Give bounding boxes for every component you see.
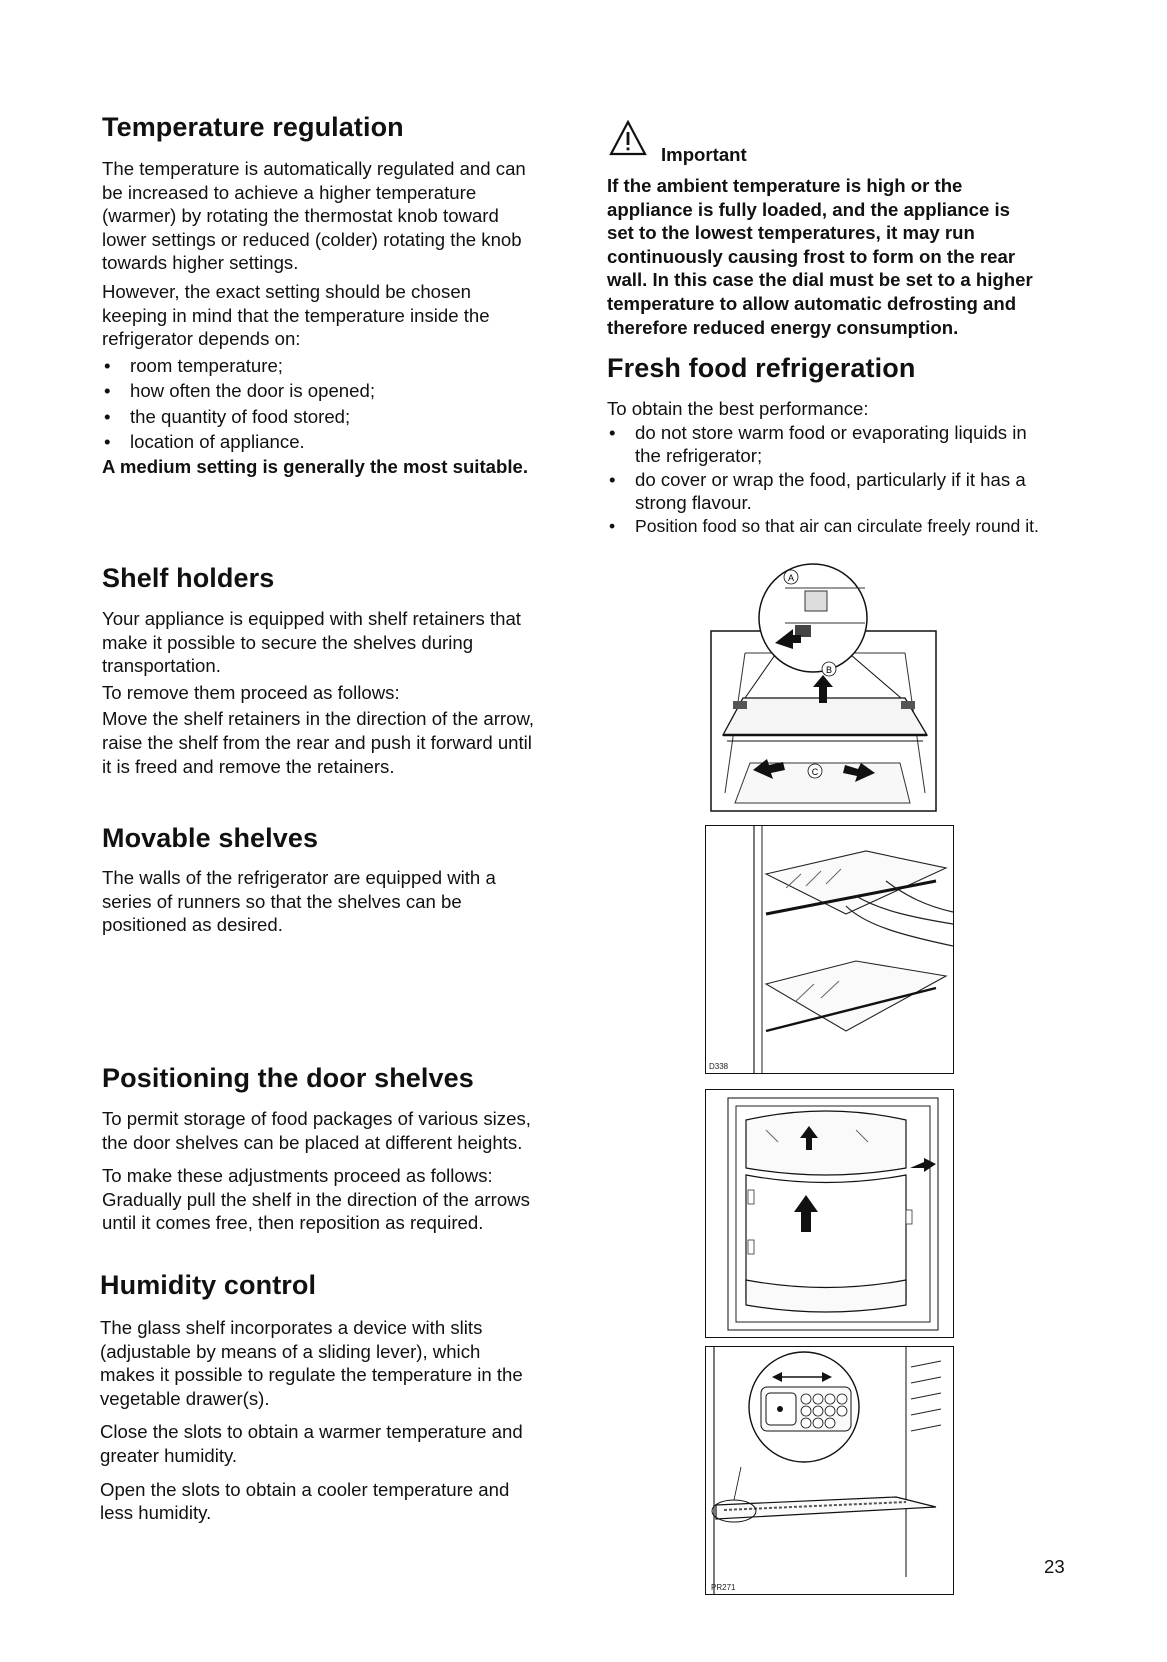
text-line: Your appliance is equipped with shelf retainers that [102, 608, 521, 629]
important-notice [607, 120, 1067, 339]
section-heading: Fresh food refrigeration [607, 353, 916, 383]
text-line: Gradually pull the shelf in the direction of the arrows [102, 1188, 530, 1210]
section-heading: Movable shelves [102, 823, 319, 853]
paragraph [100, 1478, 570, 1525]
text-line: lower settings or reduced (colder) rotating the knob [102, 228, 522, 250]
paragraph [102, 607, 572, 678]
text-line: be increased to achieve a higher temperature [102, 181, 477, 203]
figure-code: D338 [709, 1062, 729, 1071]
figure-code: PR271 [711, 1583, 736, 1592]
section-heading: Temperature regulation [102, 112, 404, 142]
paragraph [102, 1107, 572, 1154]
text-line: refrigerator depends on: [102, 328, 301, 350]
list-item: • location of appliance. [102, 429, 562, 455]
text-line: To make these adjustments proceed as follows: [102, 1165, 493, 1187]
text-line: the refrigerator; [635, 445, 763, 467]
text-line: until it comes free, then reposition as required. [102, 1212, 484, 1234]
text-line: do not store warm food or evaporating liquids in [635, 421, 1027, 443]
paragraph [102, 707, 572, 778]
humidity-control-section [100, 1270, 570, 1525]
list-item: • how often the door is opened; [102, 378, 562, 404]
text-line: Move the shelf retainers in the direction of the arrow, [102, 708, 535, 730]
text-line: less humidity. [100, 1502, 212, 1524]
label-a: A [787, 573, 795, 583]
section-heading: Humidity control [100, 1270, 317, 1300]
important-header [607, 120, 1067, 165]
text-line: make it possible to secure the shelves during [102, 631, 474, 653]
text-line: it is freed and remove the retainers. [102, 755, 395, 777]
bullet-list [102, 353, 562, 455]
page-number: 23 [1044, 1556, 1065, 1577]
section-heading: Shelf holders [102, 563, 275, 593]
text-line: therefore reduced energy consumption. [607, 316, 959, 338]
text-line: the door shelves can be placed at different heights. [102, 1131, 523, 1153]
paragraph [100, 1316, 570, 1410]
text-line: makes it possible to regulate the temperature in the [100, 1364, 523, 1386]
text-line: keeping in mind that the temperature inside the [102, 304, 490, 326]
label-c: C [811, 767, 819, 777]
text-line: vegetable drawer(s). [100, 1387, 270, 1409]
paragraph [102, 157, 562, 275]
list-item: • room temperature; [102, 353, 562, 379]
paragraph: To obtain the best performance: [607, 398, 869, 419]
door-shelves-section [102, 1063, 572, 1235]
paragraph [102, 280, 562, 351]
shelf-retainer-illustration [705, 563, 940, 813]
paragraph [102, 866, 562, 937]
text-line: appliance is fully loaded, and the appliance is [607, 198, 1010, 220]
temperature-regulation-section [102, 112, 562, 478]
text-line: greater humidity. [100, 1444, 238, 1466]
text-line: wall. In this case the dial must be set to a higher [607, 269, 1033, 291]
text-line: do cover or wrap the food, particularly if it has a [635, 468, 1026, 490]
paragraph [100, 1420, 570, 1467]
text-line: continuously causing frost to form on the rear [607, 245, 1016, 267]
text-line: positioned as desired. [102, 914, 283, 936]
text-line: Position food so that air can circulate freely round it. [635, 515, 1039, 536]
door-shelves-illustration [705, 1089, 954, 1338]
text-line: The temperature is automatically regulated and can [102, 158, 526, 179]
text-line: towards higher settings. [102, 252, 299, 274]
text-line: Close the slots to obtain a warmer temperature and [100, 1421, 523, 1443]
text-line: (adjustable by means of a sliding lever), which [100, 1340, 481, 1362]
text-line: strong flavour. [635, 492, 752, 514]
text-line: temperature to allow automatic defrosting and [607, 292, 1017, 314]
important-label: Important [661, 144, 747, 165]
movable-shelves-section [102, 823, 562, 937]
text-line: The walls of the refrigerator are equipped with a [102, 867, 496, 888]
movable-shelves-illustration [705, 825, 954, 1074]
text-line: However, the exact setting should be chosen [102, 280, 472, 302]
text-line: transportation. [102, 655, 221, 677]
text-line: (warmer) by rotating the thermostat knob toward [102, 205, 499, 227]
paragraph [102, 1164, 572, 1235]
list-item [607, 421, 1077, 468]
section-heading: Positioning the door shelves [102, 1063, 474, 1093]
text-line: series of runners so that the shelves can be [102, 890, 462, 912]
list-item: • the quantity of food stored; [102, 404, 562, 430]
humidity-slider-illustration [705, 1346, 954, 1595]
paragraph: To remove them proceed as follows: [102, 681, 400, 703]
text-line: raise the shelf from the rear and push it forward until [102, 731, 532, 753]
bullet-list [607, 421, 1077, 539]
list-item [607, 515, 1077, 539]
text-line: If the ambient temperature is high or the [607, 175, 963, 196]
list-item [607, 468, 1077, 515]
recommendation-text: A medium setting is generally the most suitable. [102, 455, 529, 477]
shelf-holders-section [102, 563, 572, 778]
text-line: To permit storage of food packages of various sizes, [102, 1108, 531, 1129]
text-line: Open the slots to obtain a cooler temperature and [100, 1478, 510, 1500]
label-b: B [825, 665, 833, 675]
text-line: The glass shelf incorporates a device with slits [100, 1317, 483, 1338]
important-text [607, 174, 1067, 339]
text-line: set to the lowest temperatures, it may run [607, 222, 975, 244]
fresh-food-section [607, 353, 1077, 539]
warning-triangle-icon [609, 120, 647, 161]
